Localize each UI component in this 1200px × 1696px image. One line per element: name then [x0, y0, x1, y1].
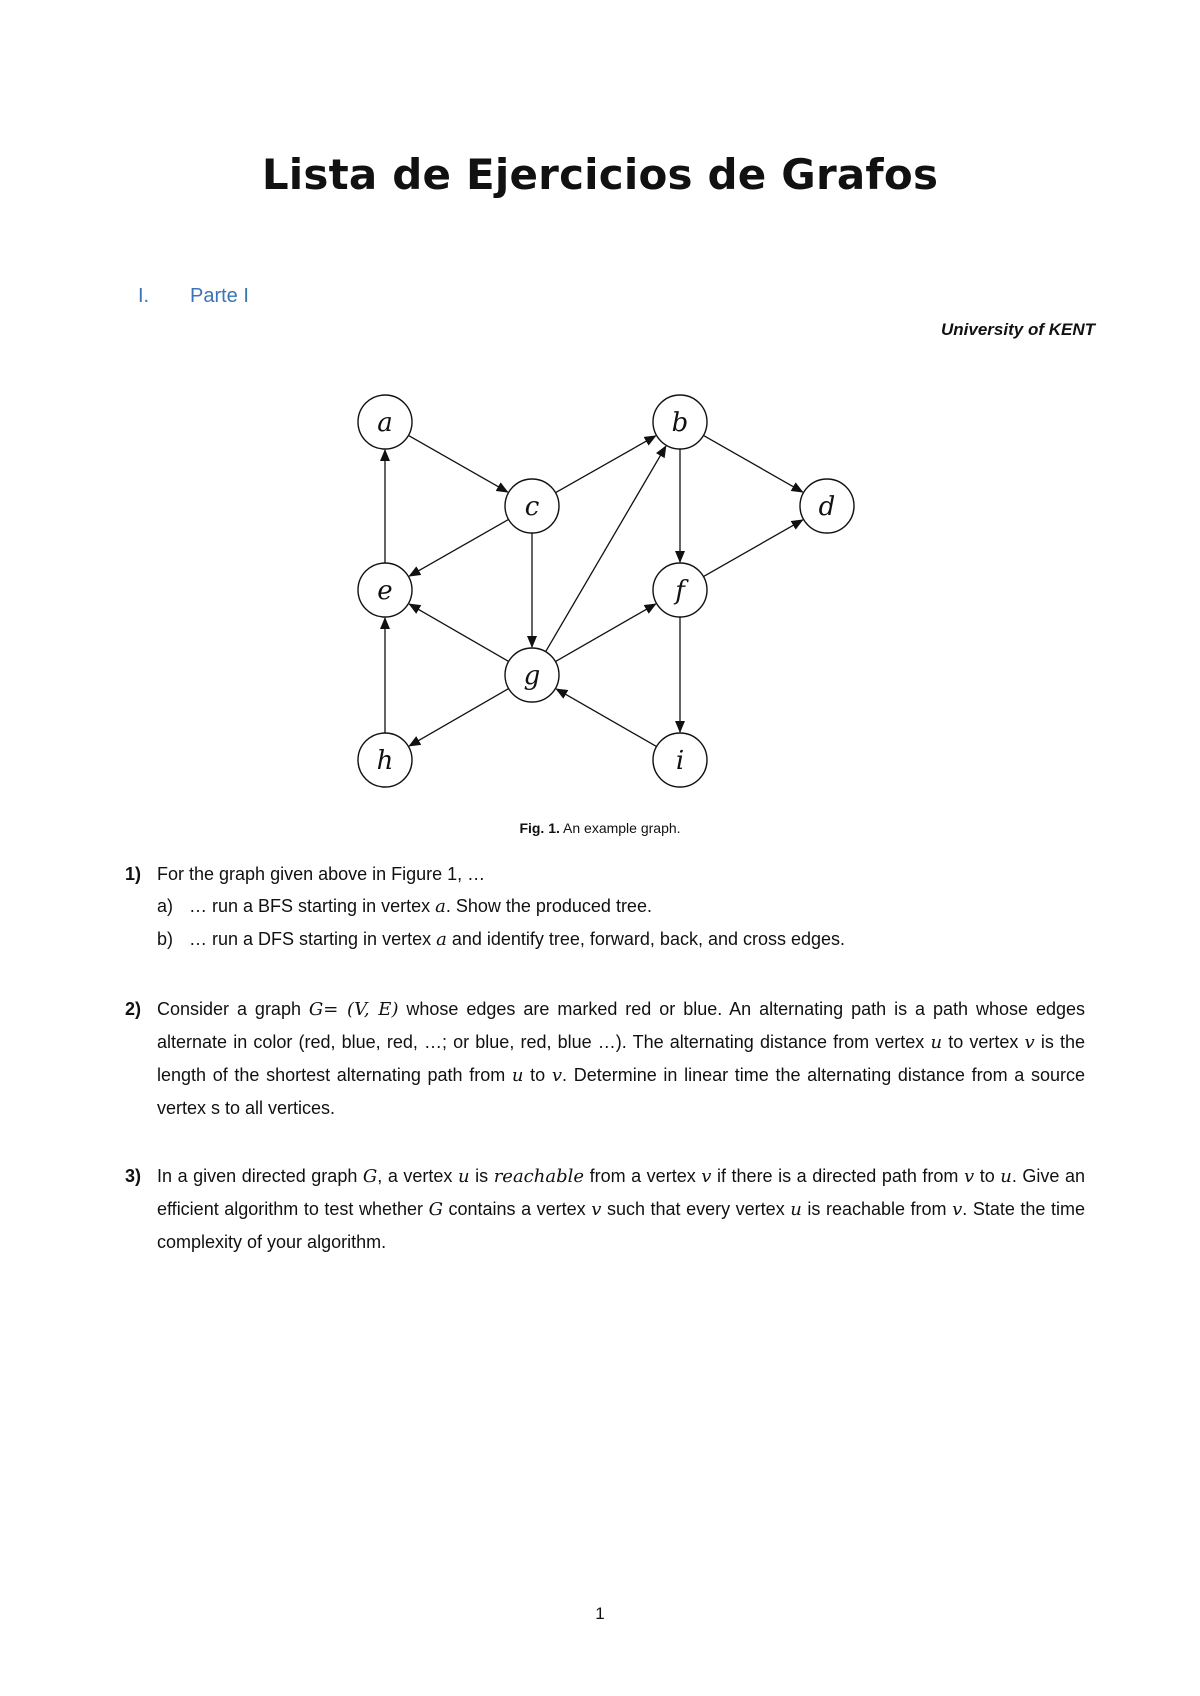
edge-g-b — [546, 446, 666, 652]
graph-edges — [385, 435, 803, 746]
edge-g-e — [409, 604, 508, 661]
node-label: h — [376, 746, 394, 776]
node-label: a — [377, 408, 393, 438]
caption-label: Fig. 1. — [519, 820, 560, 836]
edge-g-f — [555, 604, 655, 662]
exercise-intro: For the graph given above in Figure 1, … — [157, 864, 486, 884]
node-g — [505, 648, 559, 702]
math-var: u — [511, 1065, 524, 1086]
exercise-item-b — [157, 923, 1085, 956]
exercise-number: 3) — [125, 1166, 142, 1186]
exercise-3 — [125, 1160, 1085, 1258]
node-label: d — [818, 492, 836, 522]
affiliation: University of KENT — [941, 320, 1095, 339]
page-number: 1 — [595, 1604, 605, 1623]
math-var: v — [952, 1199, 963, 1220]
section-label: Parte I — [190, 285, 249, 307]
math-var: v — [551, 1065, 563, 1086]
node-c — [505, 479, 559, 533]
math-var: v — [701, 1166, 712, 1187]
math-var: v — [1024, 1032, 1035, 1053]
edge-g-h — [409, 689, 508, 746]
edge-a-c — [408, 435, 507, 492]
math-var: a — [436, 929, 447, 950]
math-var: G — [362, 1166, 378, 1187]
item-text: and identify tree, forward, back, and cross edges. — [446, 929, 846, 949]
node-b — [653, 395, 707, 449]
node-e — [358, 563, 412, 617]
math-var: v — [591, 1199, 602, 1220]
node-label: i — [675, 746, 685, 776]
node-label: c — [524, 492, 540, 522]
page-title: Lista de Ejercicios de Grafos — [261, 150, 939, 199]
node-d — [800, 479, 854, 533]
math-var: u — [930, 1032, 943, 1053]
emphasis: reachable — [493, 1166, 585, 1187]
math-var: a — [435, 896, 446, 917]
node-label: g — [523, 661, 541, 691]
exercise-1 — [125, 858, 1085, 956]
exercise-number: 1) — [125, 864, 142, 884]
node-label: b — [671, 408, 689, 438]
node-label: f — [675, 576, 685, 606]
exercise-text: Consider a graph G= (V, E) whose edges are marked red or blue. An alternating path is a path whose edges alternate in color (red, blue, red, …; or blue, red, blue …). The alternating distance from vertex u to vertex v is the length of the shortest alternating path from u to v. Determine in linear time the alternating distance from a source vertex s to all vertices. — [157, 999, 1086, 1118]
node-i — [653, 733, 707, 787]
node-label: e — [377, 576, 393, 606]
edge-c-e — [409, 519, 508, 576]
exercise-number: 2) — [125, 999, 142, 1019]
item-label: a) — [157, 896, 174, 916]
edge-i-g — [556, 689, 656, 747]
math-var: G — [428, 1199, 443, 1220]
example-graph — [345, 380, 865, 810]
edge-c-b — [555, 436, 655, 493]
math-var: u — [790, 1199, 802, 1220]
math-var: u — [1000, 1166, 1012, 1187]
node-h — [358, 733, 412, 787]
item-text: . Show the produced tree. — [445, 896, 652, 916]
section-heading — [138, 285, 249, 308]
graph-nodes — [358, 395, 854, 787]
edge-b-d — [703, 435, 802, 492]
caption-text: An example graph. — [563, 820, 681, 836]
math-expr: G= (V, E) — [308, 999, 399, 1020]
exercise-item-a — [157, 890, 1085, 923]
edge-f-d — [703, 520, 802, 577]
section-number: I. — [138, 285, 150, 307]
math-var: v — [963, 1166, 975, 1187]
item-text: … run a DFS starting in vertex — [189, 929, 437, 949]
exercise-text: In a given directed graph G, a vertex u is reachable from a vertex v if there is a directed path from v to u. Give an efficient algorithm to test whether G contains a vertex v such that every vertex u is reachable from v. State the time complexity of your algorithm. — [157, 1166, 1085, 1252]
node-f — [653, 563, 707, 617]
item-text: … run a BFS starting in vertex — [189, 896, 436, 916]
math-var: u — [457, 1166, 470, 1187]
exercise-2 — [125, 993, 1085, 1124]
item-label: b) — [157, 929, 174, 949]
figure-caption — [0, 820, 1200, 836]
node-a — [358, 395, 412, 449]
